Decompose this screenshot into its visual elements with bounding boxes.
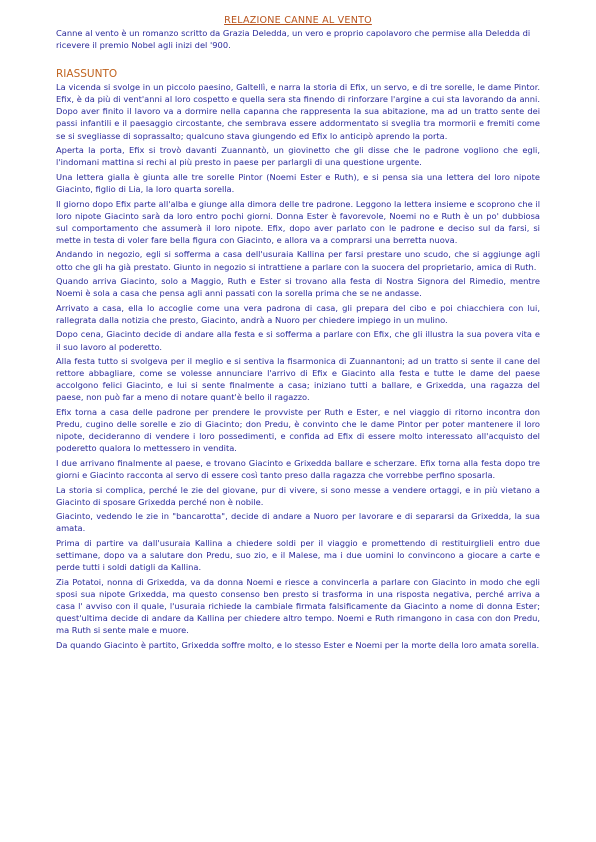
summary-paragraph: La storia si complica, perché le zie del giovane, pur di vivere, si sono messe a vendere ortaggi, e in più vietano a Giacinto di sposare Grixedda perché non è nobile. (56, 484, 540, 507)
summary-body (56, 81, 540, 651)
summary-paragraph: Prima di partire va dall'usuraia Kallina a chiedere soldi per il viaggio e promettendo di restituirglieli entro due settimane, dopo va a salutare don Predu, suo zio, e il Malese, ma i due uomini lo convincono a giocare a carte e perde tutti i soldi datigli da Kallina. (56, 537, 540, 573)
summary-paragraph: Efix torna a casa delle padrone per prendere le provviste per Ruth e Ester, e nel viaggio di ritorno incontra don Predu, cugino delle sorelle e zio di Giacinto; don Predu, è convinto che le dame Pintor per poter mantenere il loro nipote, decideranno di vendere i loro possedimenti, e confida ad Efix di essere molto interessato all'acquisto del poderetto qualora lo mettessero in vendita. (56, 407, 540, 454)
summary-paragraph: I due arrivano finalmente al paese, e trovano Giacinto e Grixedda ballare e scherzare. Efix torna alla festa dopo tre giorni e Giacinto racconta al servo di essere così tanto preso dalla ragazza che vorrebbe perfino sposarla. (56, 457, 540, 480)
section-heading-riassunto: RIASSUNTO (56, 68, 118, 81)
summary-paragraph: Arrivato a casa, ella lo accoglie come una vera padrona di casa, gli prepara del cibo e poi chiacchiera con lui, rallegrata dalla notizia che presto, Giacinto, andrà a Nuoro per chiedere impiego in un mulino. (56, 302, 540, 325)
summary-paragraph: Aperta la porta, Efix si trovò davanti Zuannantò, un giovinetto che gli disse che le padrone vogliono che egli, l'indomani mattina si rechi al più presto in paese per parlargli di una questione urgente. (56, 145, 540, 168)
document-page (56, 14, 540, 836)
summary-paragraph: Da quando Giacinto è partito, Grixedda soffre molto, e lo stesso Ester e Noemi per la morte della loro amata sorella. (56, 639, 540, 650)
summary-paragraph: Il giorno dopo Efix parte all'alba e giunge alla dimora delle tre padrone. Leggono la lettera insieme e scoprono che il loro nipote Giacinto sarà da loro entro pochi giorni. Donna Ester è favorevole, Noemi no e Ruth è un po' dubbiosa sul comportamento che assumerà il loro nipote. Efix, dopo aver parlato con le padrone e deciso sul da farsi, si mette in testa di voler fare bella figura con Giacinto, e allora va a comprarsi una berretta nuova. (56, 198, 540, 245)
summary-paragraph: Giacinto, vedendo le zie in "bancarotta", decide di andare a Nuoro per lavorare e di separarsi da Grixedda, la sua amata. (56, 511, 540, 534)
summary-paragraph: Dopo cena, Giacinto decide di andare alla festa e si sofferma a parlare con Efix, che gli illustra la sua povera vita e il suo lavoro al poderetto. (56, 329, 540, 352)
summary-paragraph: Una lettera gialla è giunta alle tre sorelle Pintor (Noemi Ester e Ruth), e si pensa sia una lettera del loro nipote Giacinto, figlio di Lia, la loro quarta sorella. (56, 171, 540, 194)
intro-paragraph: Canne al vento è un romanzo scritto da Grazia Deledda, un vero e proprio capolavoro che permise alla Deledda di ricevere il premio Nobel agli inizi del '900. (56, 28, 531, 51)
summary-paragraph: La vicenda si svolge in un piccolo paesino, Galtellì, e narra la storia di Efix, un servo, e di tre sorelle, le dame Pintor. Efix, è da più di vent'anni al loro cospetto e quella sera sta finendo di rinforzare l'argine a cui sta lavorando da anni. Dopo aver finito il lavoro va a dormire nella capanna che rappresenta la sua abitazione, ma ad un tratto sente dei passi infantili e il paesaggio circostante, che sembrava essere addormentato si sveglia tra mormorii e fremiti come se si svegliasse di soprassalto; qualcuno stava giungendo ed Efix lo anticipò aprendo la porta. (56, 82, 540, 141)
summary-paragraph: Zia Potatoi, nonna di Grixedda, va da donna Noemi e riesce a convincerla a parlare con Giacinto in modo che egli sposi sua nipote Grixedda, ma questo consenso ben presto si trasforma in una risposta negativa, perché arriva a casa l' avviso con il quale, l'usuraia richiede la cambiale firmata falsificamente da Giacinto a nome di donna Ester; quest'ultima decide di andare da Kallina per chiedere altro tempo. Noemi e Ruth rimangono in casa con don Predu, ma Ruth si sente male e muore. (56, 576, 540, 636)
document-title: RELAZIONE CANNE AL VENTO (224, 15, 372, 26)
summary-paragraph: Alla festa tutto si svolgeva per il meglio e si sentiva la fisarmonica di Zuannantoni; ad un tratto si sente il cane del rettore abbagliare, come se volesse annunciare l'arrivo di Efix e Giacinto alla festa e tutte le dame del paese accolgono felici Giacinto, e lui si sente finalmente a casa; iniziano tutti a ballare, e Grixedda, una ragazza del paese, non può far a meno di notare quant'è bello il ragazzo. (56, 356, 540, 403)
summary-paragraph: Quando arriva Giacinto, solo a Maggio, Ruth e Ester si trovano alla festa di Nostra Signora del Rimedio, mentre Noemi è sola a casa che pensa agli anni passati con la sorella prima che se ne andasse. (56, 276, 540, 299)
summary-paragraph: Andando in negozio, egli si sofferma a casa dell'usuraia Kallina per farsi prestare uno scudo, che si aggiunge agli otto che gli ha già prestato. Giunto in negozio si intrattiene a parlare con la suocera del proprietario, amica di Ruth. (56, 249, 540, 272)
